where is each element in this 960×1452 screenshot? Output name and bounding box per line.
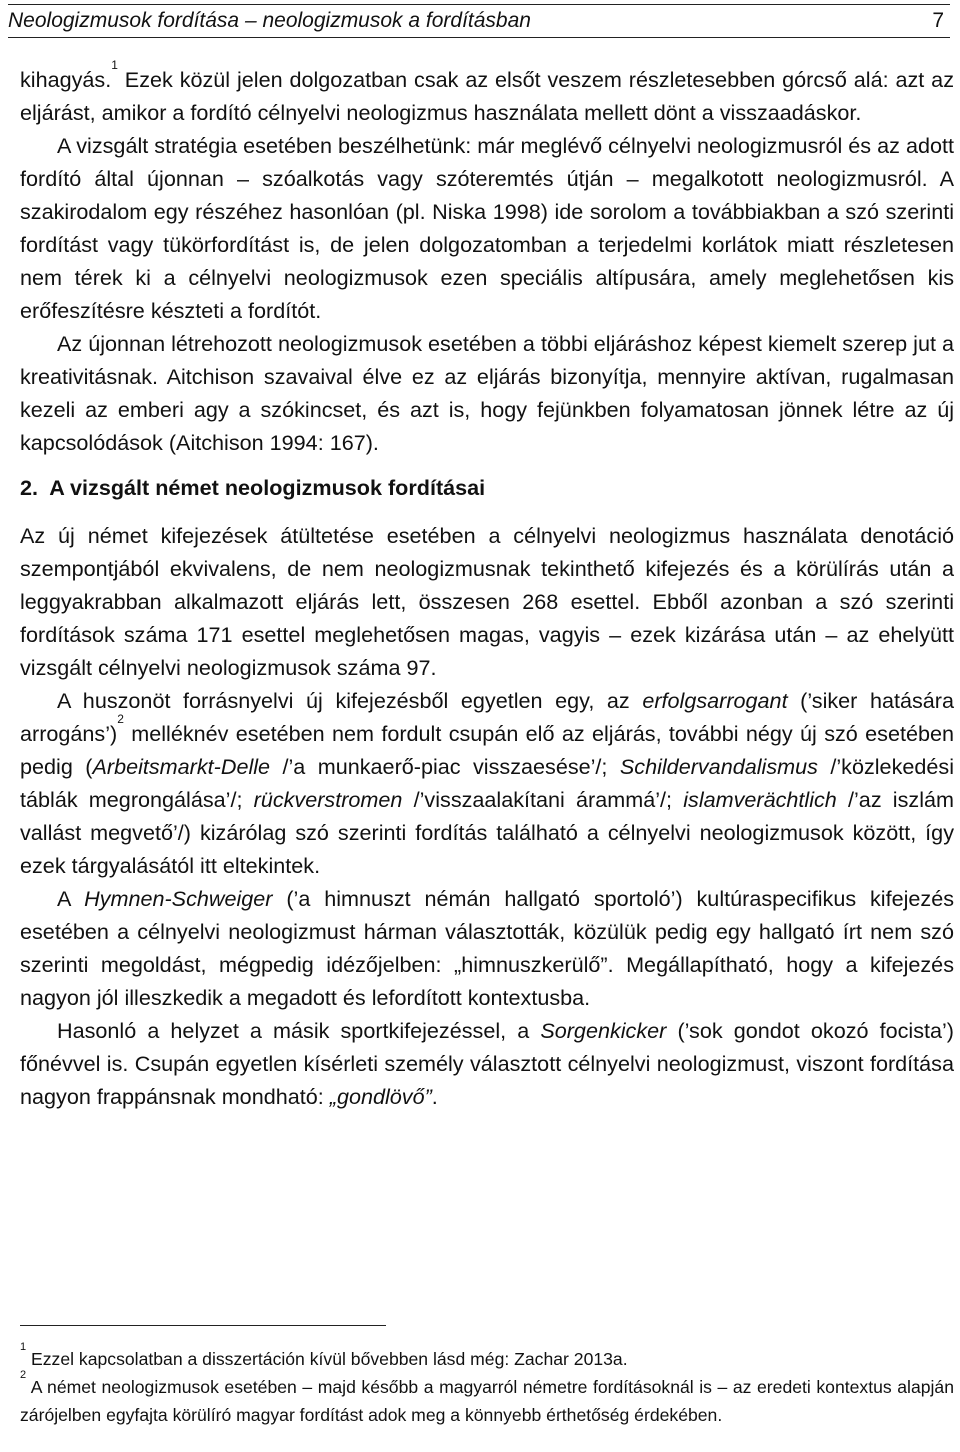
term: islamverächtlich <box>683 787 837 812</box>
text-run: Hasonló a helyzet a másik sportkifejezéssel, a <box>57 1018 541 1043</box>
term: rückverstromen <box>253 787 403 812</box>
section-heading <box>20 459 954 519</box>
text-run: /’a munkaerő-piac visszaesése’/; <box>270 754 620 779</box>
paragraph-6 <box>20 882 954 1014</box>
footnote-1 <box>20 1341 954 1373</box>
text-run: melléknév esetében nem fordult csupán elő az eljárás, további négy új szó esetében pedig ( <box>20 721 954 779</box>
term: Arbeitsmarkt-Delle <box>92 754 271 779</box>
term: Hymnen-Schweiger <box>84 886 273 911</box>
footnote-text: Ezzel kapcsolatban a disszertáción kívül bővebben lásd még: Zachar 2013a. <box>26 1349 628 1369</box>
text-run: Ezek közül jelen dolgozatban csak az elsőt veszem részletesebben górcső alá: azt az eljárást, amikor a fordító célnyelvi neologizmus használata mellett dönt a visszaadáskor. <box>20 67 954 125</box>
text-run: /’visszaalakítani árammá’/; <box>402 787 684 812</box>
text-run: A huszonöt forrásnyelvi új kifejezésből egyetlen egy, az <box>57 688 643 713</box>
term: erfolgsarrogant <box>642 688 788 713</box>
text-run: /’közlekedési táblák megrongálása’/; <box>20 754 954 812</box>
running-header <box>8 4 950 38</box>
paragraph-5 <box>20 684 954 882</box>
footnote-2 <box>20 1369 954 1429</box>
text-run: /’az iszlám vallást megvető’/) kizárólag szó szerinti fordítás található a célnyelvi neologizmusok között, így ezek tárgyalásától itt eltekintek. <box>20 787 954 878</box>
footnote-text: A német neologizmusok esetében – majd később a magyarról németre fordításoknál is – az eredeti kontextus alapján zárójelben egyfajta körülíró magyar fordítást adok meg a könnyebb érthetőség érdekében. <box>20 1377 954 1425</box>
running-title: Neologizmusok fordítása – neologizmusok a fordításban <box>8 9 531 32</box>
text-run: . <box>431 1084 438 1109</box>
term: Schildervandalismus <box>619 754 818 779</box>
page-number: 7 <box>932 9 944 32</box>
text-run: (’a himnuszt némán hallgató sportoló’) kultúraspecifikus kifejezés esetében a célnyelvi neologizmust hárman választották, közülük pedig egy hallgató írt nem szó szerinti megoldást, mégpedig idézőjelben: „himnuszkerülő”. Megállapítható, hogy a kifejezés nagyon jól illeszkedik a megadott és lefordított kontextusba. <box>20 886 955 1010</box>
text-run: (’siker hatására arrogáns’) <box>20 688 954 746</box>
footnote-ref-1: 1 <box>111 58 118 72</box>
text-run: A <box>57 886 85 911</box>
paragraph-7 <box>20 1014 954 1113</box>
footnote-number: 2 <box>20 1369 27 1381</box>
term: „gondlövő” <box>329 1084 432 1109</box>
footnote-ref-2: 2 <box>117 712 124 726</box>
footnotes <box>20 1341 954 1429</box>
footnote-number: 1 <box>20 1341 27 1353</box>
paragraph-1 <box>20 58 954 129</box>
paragraph-3: Az újonnan létrehozott neologizmusok esetében a többi eljáráshoz képest kiemelt szerep jut a kreativitásnak. Aitchison szavaival élve ez az eljárás bizonyítja, mennyire aktívan, rugalmasan kezeli az emberi agy a szókincset, és azt is, hogy fejünkben folyamatosan jönnek létre az új kapcsolódások (Aitchison 1994: 167). <box>20 331 954 455</box>
footnote-separator <box>20 1325 386 1326</box>
paragraph-4: Az új német kifejezések átültetése esetében a célnyelvi neologizmus használata denotáció szempontjából ekvivalens, de nem neologizmusnak tekinthető kifejezés és a körülírás után a leggyakrabban alkalmazott eljárás lett, összesen 268 esettel. Ebből azonban a szó szerinti fordítások száma 171 esettel meglehetősen magas, vagyis – ezek kizárása után – az ehelyütt vizsgált célnyelvi neologizmusok száma 97. <box>20 523 954 680</box>
section-number: 2. <box>20 475 39 500</box>
section-title: A vizsgált német neologizmusok fordításai <box>49 475 486 500</box>
term: Sorgenkicker <box>540 1018 667 1043</box>
main-text <box>20 58 955 1113</box>
paragraph-2: A vizsgált stratégia esetében beszélhetünk: már meglévő célnyelvi neologizmusról és az adott fordító által újonnan – szóalkotás vagy szóteremtés útján – megalkotott neologizmusról. A szakirodalom egy részéhez hasonlóan (pl. Niska 1998) ide sorolom a továbbiakban a szó szerinti fordítást vagy tükörfordítást is, de jelen dolgozatomban a terjedelmi korlátok miatt részletesen nem térek ki a célnyelvi neologizmusok ezen speciális altípusára, amely meglehetősen kis erőfeszítésre készteti a fordítót. <box>20 133 954 323</box>
text-run: (’sok gondot okozó focista’) főnévvel is. Csupán egyetlen kísérleti személy választott célnyelvi neologizmust, viszont fordítása nagyon frappánsnak mondható: <box>20 1018 954 1109</box>
text-run: kihagyás. <box>20 67 112 92</box>
